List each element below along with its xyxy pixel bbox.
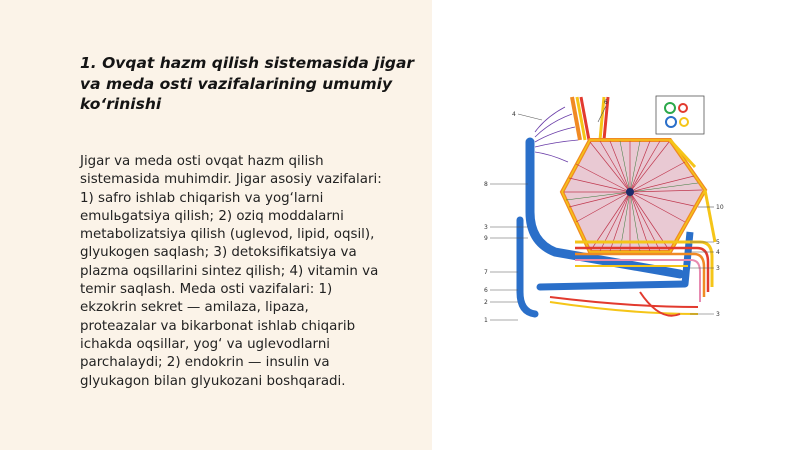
label-7: 7 (484, 269, 488, 276)
label-1: 1 (484, 317, 488, 324)
label-3-bottom: 3 (716, 311, 720, 318)
slide-body-text: Jigar va meda osti ovqat hazm qilish sistemasida muhimdir. Jigar asosiy vazifalari: 1) safro ishlab chiqarish va yog‘larni emulьgatsiya qilish; 2) oziq moddalarni metabolizatsiya qilish (uglevod, lipid, oqsil), glyukogen saqlash; 3) detoksifikatsiya va plazma oqsillarini sintez qilish; 4) vitamin va temir saqlash. Meda osti vazifalari: 1) ekzokrin sekret — amilaza, lipaza, proteazalar va bikarbonat ishlab chiqarib ichakda oqsillar, yog‘ va uglevodlarni parchalaydi; 2) endokrin — insulin va glyukagon bilan glyukozani boshqaradi. (80, 154, 382, 389)
label-6-left: 6 (484, 287, 488, 294)
legend-inset (656, 96, 704, 134)
label-4-top: 4 (512, 111, 516, 118)
label-8: 8 (484, 181, 488, 188)
slide-title: 1. Ovqat hazm qilish sistemasida jigar va meda osti vazifalarining umumiy ko‘rinishi (80, 54, 415, 113)
liver-lobule-diagram (480, 92, 725, 332)
left-branches (535, 107, 578, 162)
label-2: 2 (484, 299, 488, 306)
top-vessel-bundle (572, 97, 608, 140)
label-10: 10 (716, 204, 724, 211)
label-6-top: 6 (604, 99, 608, 106)
label-4-right: 4 (716, 249, 720, 256)
label-3-left: 3 (484, 224, 488, 231)
label-5: 5 (716, 239, 720, 246)
label-3-right: 3 (716, 265, 720, 272)
label-9: 9 (484, 235, 488, 242)
central-vein (626, 188, 634, 196)
